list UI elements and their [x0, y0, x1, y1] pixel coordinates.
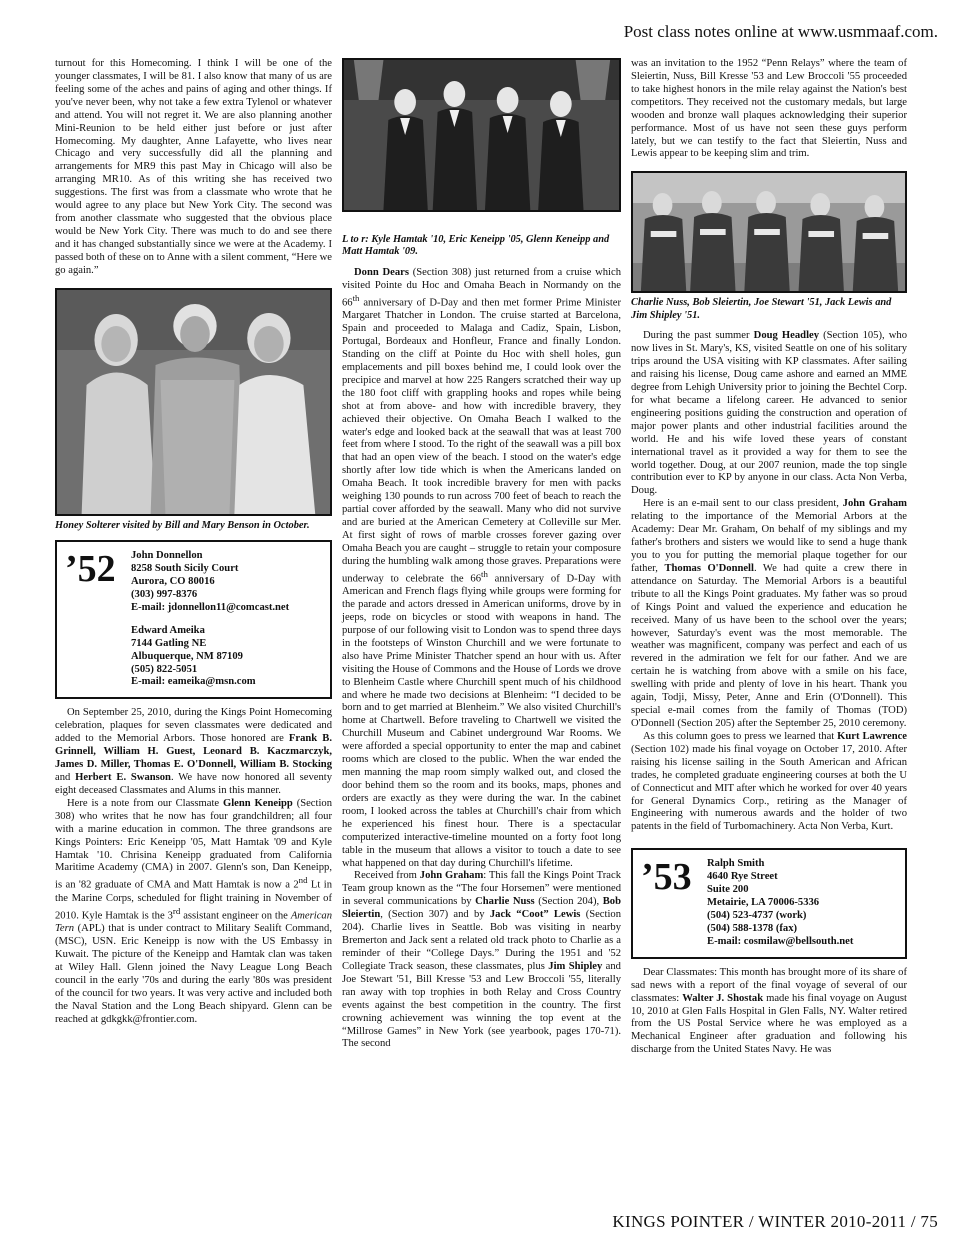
paragraph: Received from John Graham: This fall the Kings Point Track Team group known as the “The four Horsemen” were mentioned in several communications by Charlie Nuss (Section 204), Bob Sleiertin, (Section 307) and by Jack “Coot” Lewis (Section 204). Charlie lives in Seattle. Bob was visiting in nearby Bremerton and Jack sent a related old track photo to Charlie as a reminder of their “College Days.” During the 1951 and '52 Collegiate Track season, these classmates, plus Jim Shipley and Joe Stewart '51, Bill Kresse '53 and Lew Broccoli '55, literally ran away with top trophies in both Relay and Cross Country events against the best competition in the country. The first crowning achievement was winning the top event at the “Millrose Games” in New York (see yearbook, pages 170-71). The second	[342, 870, 621, 1050]
contact-line: Ralph Smith	[707, 858, 765, 870]
photo-track-team	[631, 171, 907, 293]
photo-caption: L to r: Kyle Hamtak '10, Eric Keneipp '05, Glenn Keneipp and Matt Hamtak '09.	[342, 234, 610, 258]
class-year: ’53	[641, 856, 692, 899]
contact-line: Edward Ameika	[131, 624, 205, 636]
photo-caption: Honey Solterer visited by Bill and Mary Benson in October.	[55, 519, 310, 531]
paragraph: turnout for this Homecoming. I think I will be one of the younger classmates, I will be 81. I also know that many of us are feeling some of the aches and pains of aging and other things. If you've never been, why not take a few extra Tylenol or whatever and attend. You will not regret it. We are also planning another Mini-Reunion to be held either just before or just after Homecoming. My daughter, Anne Lafayette, who lives near Chicago and very successfully did all the planning and arrangements for MR9 this past May in Chicago will also be arranging MR10. As of this writing she has received two suggestions. The first was from a classmate who wrote that he would agree to any place but New York City. The second was from another classmate who suggested that the obvious place would be New York City. There was much to do and see there and it has changed substantially since we were at the Academy. I passed both of these on to Anne with a silent comment, “Here we go again.”	[55, 58, 332, 276]
paragraph: was an invitation to the 1952 “Penn Relays” where the team of Sleiertin, Nuss, Bill Kresse '53 and Lew Broccoli '55 proceeded to take highest honors in the mile relay against the Nation's best competitors. They received not the customary medals, but large wooden and bronze wall plaques acknowledging their superior performance. Most of us have not seen these guys perform lately, but we can testify to the fact that Sleiertin, Nuss and Lewis appear to be keeping slim and trim.	[631, 58, 907, 160]
photo-benson	[55, 288, 332, 516]
contact-email: E-mail: jdonnellon11@comcast.net	[131, 601, 290, 613]
column-1	[55, 58, 332, 1027]
photo-caption: Charlie Nuss, Bob Sleiertin, Joe Stewart '51, Jack Lewis and Jim Shipley '51.	[631, 297, 892, 321]
contact-address	[707, 858, 853, 948]
page-footer: KINGS POINTER / WINTER 2010-2011 / 75	[612, 1212, 938, 1231]
paragraph: On September 25, 2010, during the Kings Point Homecoming celebration, plaques for seven classmates were dedicated and added to the Memorial Arbors. Those honored are Frank B. Grinnell, William H. Guest, Leonard B. Kaczmarczyk, James D. Miller, Thomas E. O'Donnell, William B. Stocking and Herbert E. Swanson. We have now honored all seventy eight deceased Classmates and Alums in this manner.	[55, 707, 332, 796]
photo-image	[633, 173, 905, 291]
contact-line: Aurora, CO 80016	[131, 576, 215, 587]
contact-line: 8258 South Sicily Court	[131, 563, 239, 575]
page-header: Post class notes online at www.usmmaaf.com.	[623, 22, 938, 41]
contact-email: E-mail: eameika@msn.com	[131, 676, 256, 688]
photo-keneipp-hamtak	[342, 58, 621, 212]
paragraph: Dear Classmates: This month has brought more of its share of sad news with a report of the final voyage of several of our classmates: Walter J. Shostak made his final voyage on August 10, 2010 at Glen Falls Hospital in Glen Falls, NY. Walter retired from the US Postal Service where he was employed as a Mechanical Engineer after graduation and following his discharge from the United States Navy. He was	[631, 966, 907, 1056]
paragraph: Donn Dears (Section 308) just returned from a cruise which visited Pointe du Hoc and Omaha Beach in Normandy on the 66th anniversary of D-Day and then met former Prime Minister Margaret Thatcher in London. The cruise started at Barcelona, Spain and proceeded to Malaga and Cadiz, Spain, Lisbon, Portugal, Bordeaux and Honfleur, France and finally London. Standing on the cliff at Pointe du Hoc with shell holes, gun emplacements and pill boxes behind me, I could look over the precipice and marvel at how 225 Rangers scratched their way up the 180 foot cliff with grappling hooks and ropes while being shot at from above- and how with incredible bravery, they achieved their objective. On Omaha Beach I walked to the water's edge and looked back at the seawall that was at least 700 feet from where I stood. To the right of the seawall was a pill box that had an open view of the beach. I stood on the water's edge shortly after low tide which is when the Americans landed on Omaha Beach. It took incredible bravery for men with packs weighing 130 pounds to run across 700 feet of beach to reach the partial cover afforded by the seawall. Many who did not survive and are buried at the American Cemetery at Colleville sur Mer. At first sight of rows of marble crosses forever gazing over Omaha Beach you are caught – struggle to retain your composure during the humbling walk among those graves. Preparations were underway to celebrate the 66th anniversary of D-Day with American and French flags flying while groups were forming for the parade and actors dressed in American uniforms, drove by in jeeps, rode on bicycles or stood with weapons in hand. The purpose of our following visit to London was to spend three days in the footsteps of Winston Churchill and we were fortunate to also have Prime Minister Thatcher spend an hour with us. After visiting the House of Commons and the House of Lords we drove to Blenheim Castle where Churchill spent much of his childhood and where he made two decisions at Blenheim: “I decided to be born and to get married at Blenheim.” We also visited Churchill's home at Chartwell. Before traveling to Chartwell we visited the Churchill Museum and Cabinet underground War Rooms. We were afforded a special opportunity to enter the map and cabinet rooms which are closed to the public. When the war ended the men manning the map room simply walked out, and closed the door behind them so the room and its books, maps, phones and orders are exactly as they were during the war. In the cabinet room, I looked across the tables at Churchill's chair from which he experienced his finest hour. There is a spectacular computerized interactive-timeline mounted on a forty foot long table in the museum that allows a visitor to touch a date to see what happened on that day during Churchill's lifetime.	[342, 266, 621, 869]
contact-line: Albuquerque, NM 87109	[131, 650, 243, 662]
column-2	[342, 58, 621, 1051]
contact-line: 4640 Rye Street	[707, 871, 778, 883]
paragraph: Here is an e-mail sent to our class president, John Graham relating to the importance of the Memorial Arbors at the Academy: Dear Mr. Graham, On behalf of my siblings and my father's brothers and sisters we would like to send a huge thank you to you for putting the memorial plaque together for our father, Thomas O'Donnell. We had quite a crew there in attendance on Saturday. The Memorial Arbors is a beautiful tribute to all the Kings Point graduates. My father was so proud of Kings Point and valued the experience and education he received. Many of us have been to the school over the years; however, Saturday's event was the most memorable. The weather was magnificent, company was perfect and each of us revered in the admiration we felt for our father. And we are certain he is watching from above with a smile on his face, swelling with pride and plenty of love in his heart. Thank you again, Todji, Missy, Peter, Anne and Erin (O'Donnell). This special e-mail comes from the family of Thomas (TOD) O'Donnell (Section 205) after the September 25, 2010 ceremony.	[631, 498, 908, 729]
paragraph: As this column goes to press we learned that Kurt Lawrence (Section 102) made his final voyage on October 17, 2010. After raising his license sailing in the South American and African trades, he completed graduate engineering courses at both the U of Connecticut and MIT after which he worked for over 40 years for General Dynamics Corp., retiring as the Manager of Engineering with numerous awards and the holder of two patents in the field of Turbomachinery. Acta Non Verba, Kurt.	[631, 730, 907, 833]
contact-line: Suite 200	[707, 884, 749, 896]
class-year: ’52	[65, 548, 116, 591]
contact-line: 7144 Gatling NE	[131, 637, 207, 649]
paragraph: Here is a note from our Classmate Glenn Keneipp (Section 308) who writes that he now has four grandchildren; all four with a marine education in common. The three grandsons are Kings Pointers: Eric Keneipp '05, Matt Hamtak '09 and Kyle Hamtak '10. Chrisina Keneipp graduated from California Maritime Academy (CMA) in 2007. Glenn's son, Dan Keneipp, is an '82 graduate of CMA and Matt Hamtak is now a 2nd Lt in the Marine Corps, scheduled for flight training in November of 2010. Kyle Hamtak is the 3rd assistant engineer on the American Tern (APL) that is under contract to Military Sealift Command, (MSC), USN. Eric Keneipp is now with the US Embassy in Kuwait. The picture of the Keneipp and Hamtak clan was taken at Wiley Hall. Glenn joined the Navy League Long Beach council in the early '70s and during the early '80s was president of the council for two years. It was very active and included both the Naval Station and the Long Beach shipyard. Glenn can be reached at gdkgkk@frontier.com.	[55, 797, 333, 1025]
contact-line: (505) 822-5051	[131, 663, 198, 675]
photo-image	[57, 290, 330, 514]
class-52-contact-box	[55, 540, 332, 699]
contact-line: (504) 523-4737 (work)	[707, 909, 807, 921]
class-53-contact-box	[631, 848, 907, 958]
contact-line: Metairie, LA 70006-5336	[707, 897, 820, 909]
contact-email: E-mail: cosmilaw@bellsouth.net	[707, 935, 854, 947]
contact-line: John Donnellon	[131, 550, 203, 562]
photo-image	[344, 60, 619, 210]
paragraph: During the past summer Doug Headley (Section 105), who now lives in St. Mary's, KS, visited Seattle on one of his solitary trips around the USA visiting with KP classmates. After sailing and raising his license, Doug came ashore and earned an MME degree from Lehigh University prior to joining the Bechtel Corp. for what became a lifelong career. He advanced to senior engineering positions guiding the construction and operation of major power plants and other industrial facilities around the world. He and his wife loved these years of constant international travel as it provided a way for them to see the world together. Doug, at our 2007 reunion, made the top single contribution ever to KP by anyone in our class. Acta Non Verba, Doug.	[631, 330, 908, 497]
contact-address	[131, 550, 289, 689]
contact-line: (504) 588-1378 (fax)	[707, 922, 798, 934]
column-3	[631, 58, 907, 1057]
contact-line: (303) 997-8376	[131, 588, 198, 600]
